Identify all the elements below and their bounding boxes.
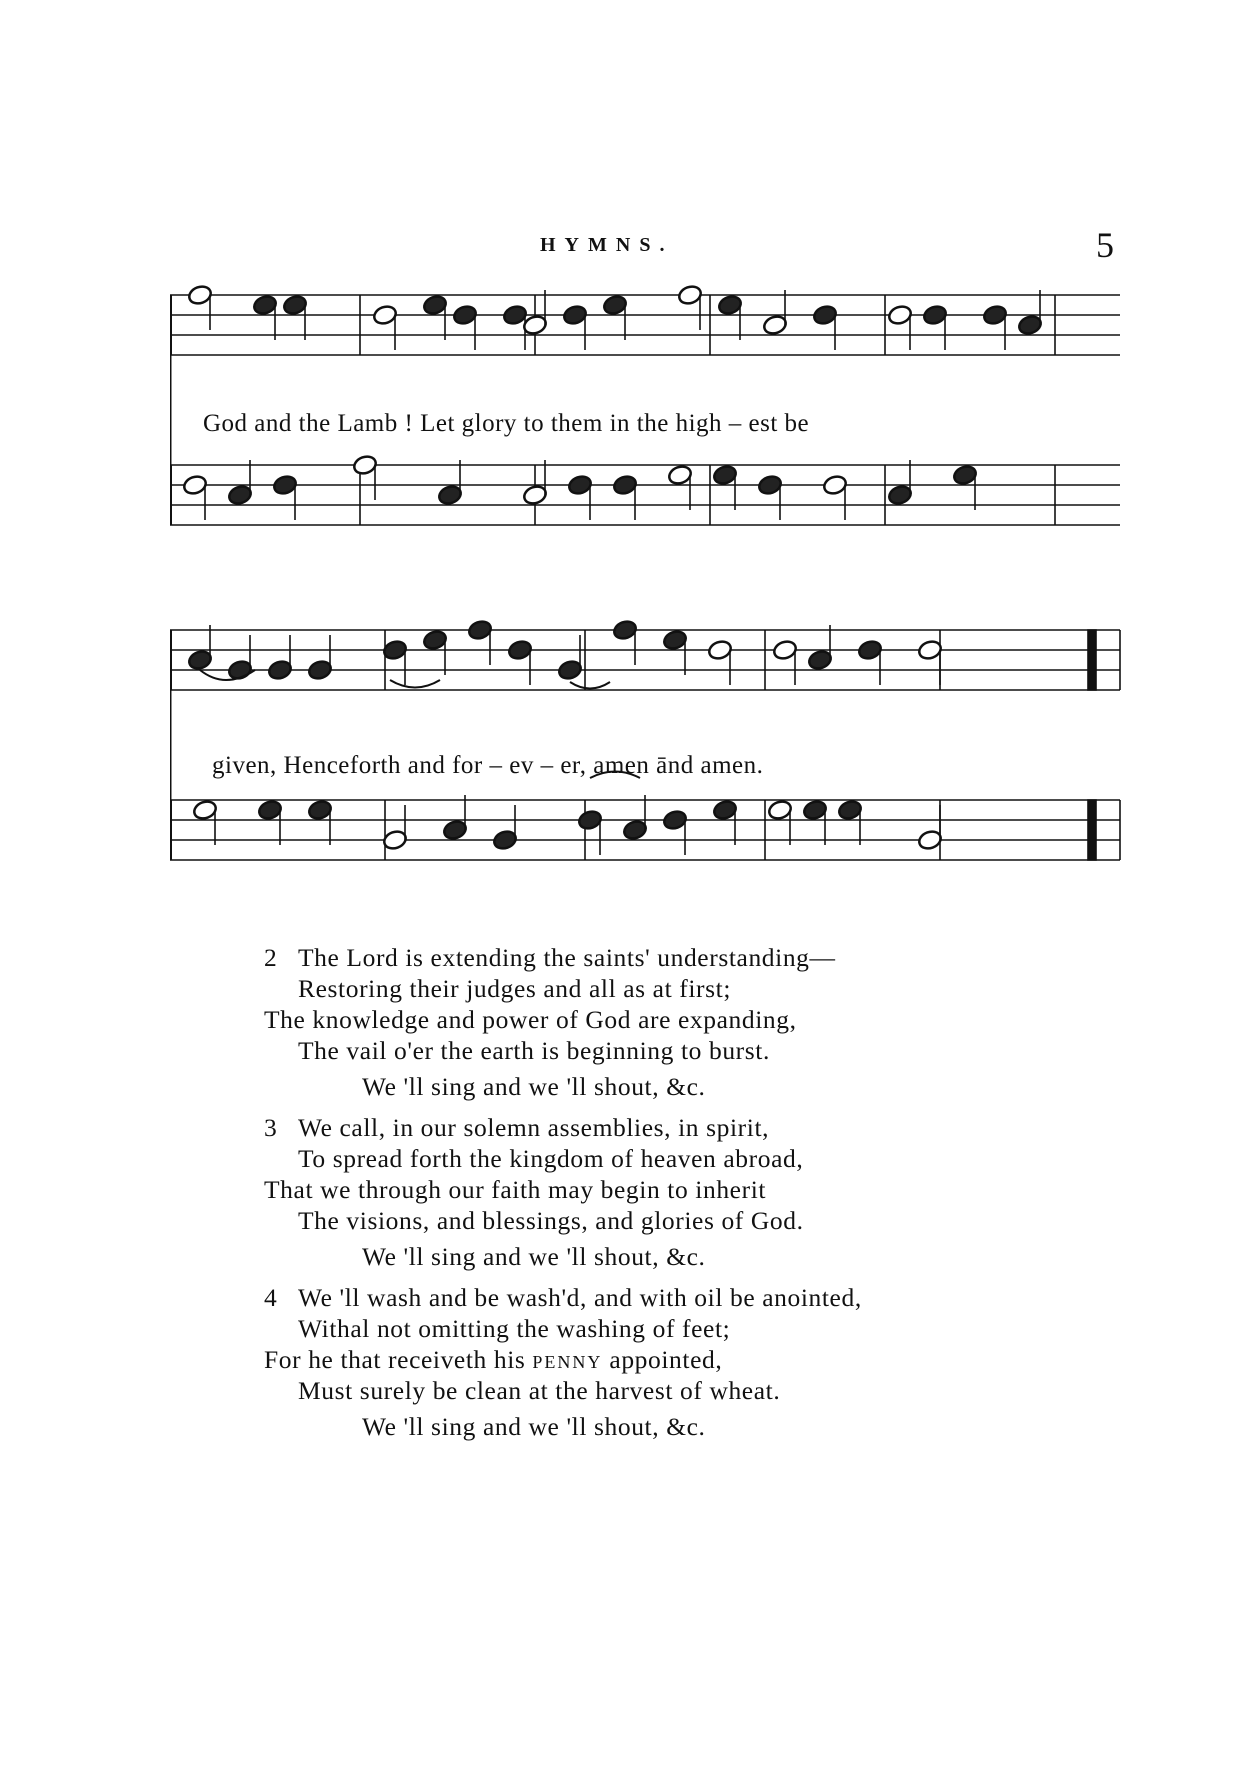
small-caps-word: penny: [532, 1345, 603, 1374]
note-head: [187, 649, 213, 672]
note-head: [257, 799, 283, 822]
verse-number: 4: [264, 1283, 278, 1312]
note-head: [807, 649, 833, 672]
music-score: [170, 270, 1130, 910]
verse-line: Withal not omitting the washing of feet;: [298, 1314, 731, 1343]
note-head: [982, 304, 1008, 327]
note-head: [272, 474, 298, 497]
running-header-title: HYMNS.: [540, 234, 674, 256]
note-head: [622, 819, 648, 842]
note-head: [917, 639, 943, 662]
note-head: [192, 799, 218, 822]
note-head: [812, 304, 838, 327]
verse-line: For he that receiveth his penny appointed,: [264, 1345, 723, 1374]
note-head: [922, 304, 948, 327]
hymn-verses: [264, 942, 862, 1452]
verse-line: We call, in our solemn assemblies, in spirit,: [298, 1113, 770, 1142]
note-head: [757, 474, 783, 497]
note-head: [712, 464, 738, 487]
chorus-line: We 'll sing and we 'll shout, &c.: [362, 1412, 706, 1441]
note-head: [602, 294, 628, 317]
verse-4: [264, 1282, 862, 1442]
note-head: [442, 819, 468, 842]
tie: [390, 680, 440, 688]
note-head: [612, 619, 638, 642]
chorus-line: We 'll sing and we 'll shout, &c.: [362, 1072, 706, 1101]
note-head: [227, 484, 253, 507]
note-head: [182, 474, 208, 497]
verse-line: Restoring their judges and all as at first;: [298, 974, 732, 1003]
verse-number: 3: [264, 1113, 278, 1142]
note-head: [952, 464, 978, 487]
note-head: [372, 304, 398, 327]
note-head: [437, 484, 463, 507]
verse-line: That we through our faith may begin to inherit: [264, 1175, 767, 1204]
note-head: [282, 294, 308, 317]
note-head: [717, 294, 743, 317]
note-head: [422, 629, 448, 652]
verse-line: The knowledge and power of God are expanding,: [264, 1005, 797, 1034]
note-head: [662, 629, 688, 652]
note-head: [507, 639, 533, 662]
verse-line: To spread forth the kingdom of heaven abroad,: [298, 1144, 804, 1173]
note-head: [252, 294, 278, 317]
note-head: [612, 474, 638, 497]
note-head: [677, 284, 703, 307]
note-head: [522, 484, 548, 507]
note-head: [382, 829, 408, 852]
final-barline: [1088, 800, 1096, 860]
note-head: [422, 294, 448, 317]
note-head: [267, 659, 293, 682]
note-head: [887, 304, 913, 327]
verse-line: The Lord is extending the saints' understanding—: [298, 943, 836, 972]
lyrics-system-2: given, Henceforth and for – ev – er, amen ānd amen.: [212, 752, 764, 779]
verse-line: We 'll wash and be wash'd, and with oil be anointed,: [298, 1283, 862, 1312]
note-head: [467, 619, 493, 642]
note-head: [857, 639, 883, 662]
page-number: 5: [1096, 225, 1114, 265]
note-head: [662, 809, 688, 832]
note-head: [712, 799, 738, 822]
note-head: [707, 639, 733, 662]
note-head: [767, 799, 793, 822]
note-head: [187, 284, 213, 307]
note-head: [667, 464, 693, 487]
chorus-line: We 'll sing and we 'll shout, &c.: [362, 1242, 706, 1271]
note-head: [802, 799, 828, 822]
note-head: [492, 829, 518, 852]
note-head: [887, 484, 913, 507]
note-head: [917, 829, 943, 852]
verse-2: [264, 942, 862, 1102]
lyrics-system-1: God and the Lamb ! Let glory to them in the high – est be: [203, 410, 810, 437]
verse-number: 2: [264, 943, 278, 972]
note-head: [577, 809, 603, 832]
verse-3: [264, 1112, 862, 1272]
note-head: [837, 799, 863, 822]
note-head: [1017, 314, 1043, 337]
note-head: [557, 659, 583, 682]
note-head: [307, 799, 333, 822]
note-head: [772, 639, 798, 662]
note-head: [567, 474, 593, 497]
note-head: [352, 454, 378, 477]
verse-line: The visions, and blessings, and glories of God.: [298, 1206, 804, 1235]
note-head: [762, 314, 788, 337]
verse-line: Must surely be clean at the harvest of wheat.: [298, 1376, 781, 1405]
note-head: [822, 474, 848, 497]
note-head: [562, 304, 588, 327]
tie: [570, 682, 610, 689]
final-barline: [1088, 630, 1096, 690]
verse-line: The vail o'er the earth is beginning to burst.: [298, 1036, 770, 1065]
note-head: [452, 304, 478, 327]
note-head: [307, 659, 333, 682]
note-head: [382, 639, 408, 662]
